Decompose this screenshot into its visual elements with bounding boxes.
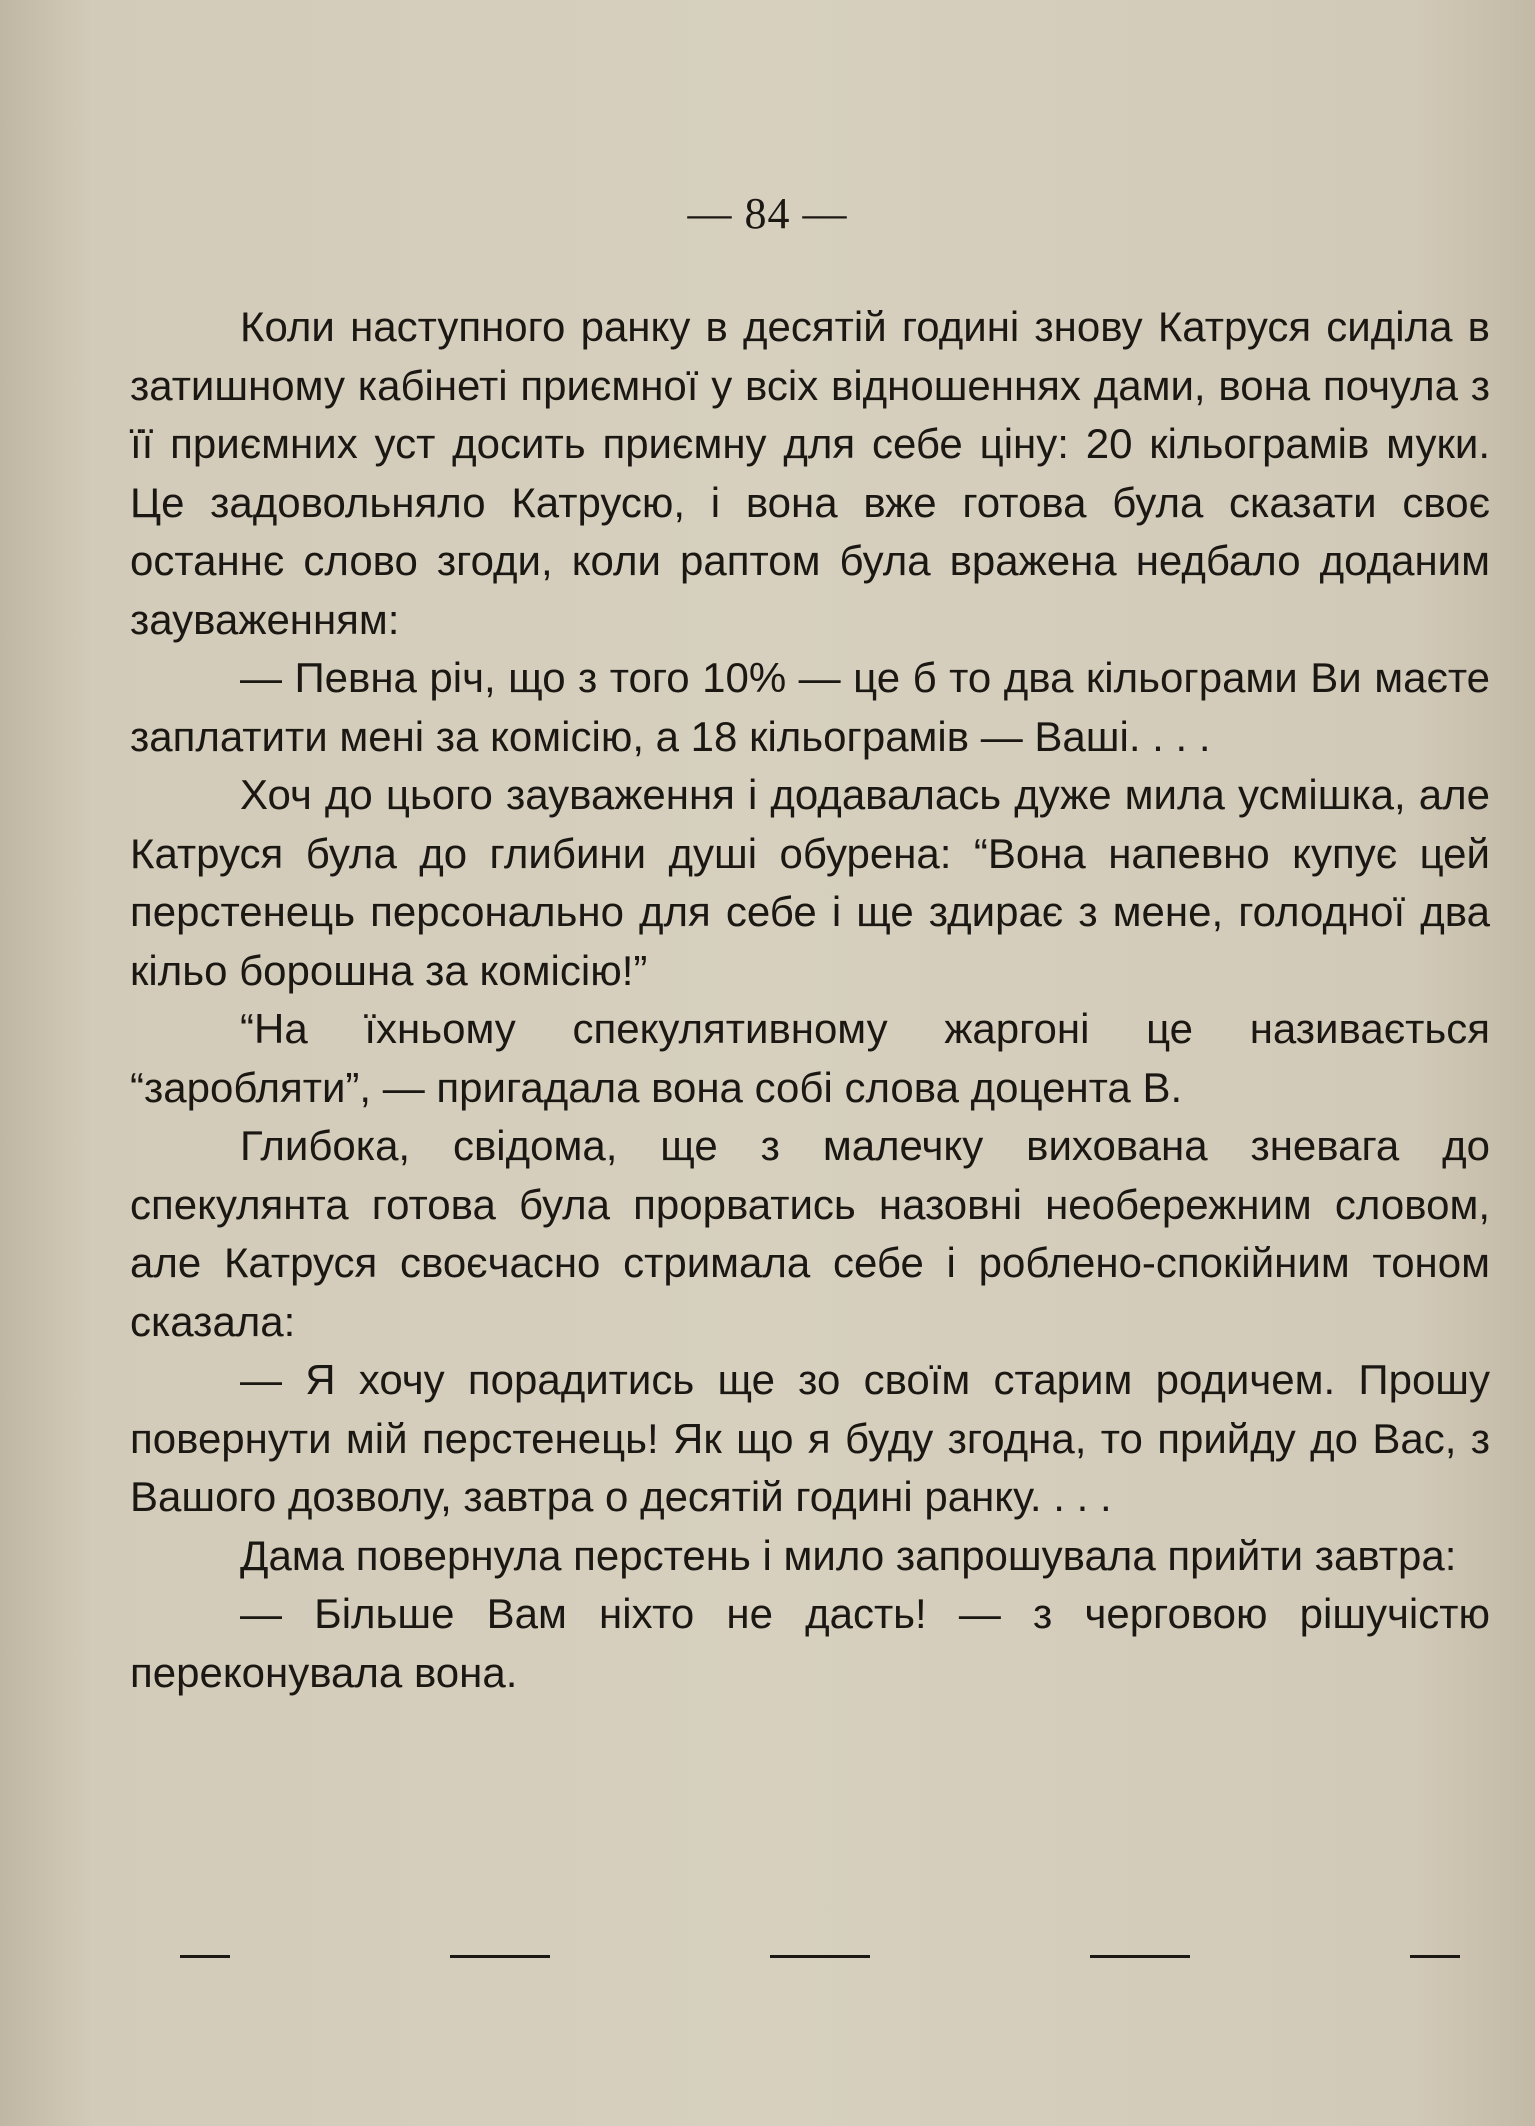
page-number: — 84 — [687, 189, 848, 238]
paragraph: Глибока, свідома, ще з малечку вихована зневага до спекулянта готова була прорватись назовні необережним словом, але Катруся своєчасно стримала себе і роблено-спокійним тоном сказала: [130, 1122, 1490, 1345]
paragraph: — Більше Вам ніхто не дасть! — з черговою рішучістю переконувала вона. [130, 1590, 1490, 1696]
body-text [130, 298, 1490, 1702]
paragraph: Коли наступного ранку в десятій годині знову Катруся сиділа в затишному кабінеті приємної у всіх відношеннях дами, вона почула з її приємних уст досить приємну для себе ціну: 20 кільограмів муки. Це задовольняло Катрусю, і вона вже готова була сказати своє останнє слово згоди, коли раптом була вражена недбало доданим зауваженням: [130, 303, 1490, 643]
paragraph: Дама повернула перстень і мило запрошувала прийти завтра: [240, 1531, 1457, 1579]
separator-dash [1410, 1955, 1460, 1958]
separator-dash [1090, 1955, 1190, 1958]
separator-dash [180, 1955, 230, 1958]
paragraph: Хоч до цього зауваження і додавалась дуже мила усмішка, але Катруся була до глибини душі обурена: “Вона напевно купує цей перстенець персонально для себе і ще здирає з мене, голодної два кільо борошна за комісію!” [130, 771, 1490, 994]
paragraph: — Певна річ, що з того 10% — це б то два кільограми Ви маєте заплатити мені за комісію, а 18 кільограмів — Ваші. . . . [130, 654, 1490, 760]
separator-dash [770, 1955, 870, 1958]
section-separator [130, 1955, 1490, 1958]
paragraph: “На їхньому спекулятивному жаргоні це називається “заробляти”, — пригадала вона собі слова доцента В. [130, 1005, 1490, 1111]
paragraph: — Я хочу порадитись ще зо своїм старим родичем. Прошу повернути мій перстенець! Як що я буду згодна, то прийду до Вас, з Вашого дозволу, завтра о десятій годині ранку. . . . [130, 1356, 1490, 1520]
separator-dash [450, 1955, 550, 1958]
